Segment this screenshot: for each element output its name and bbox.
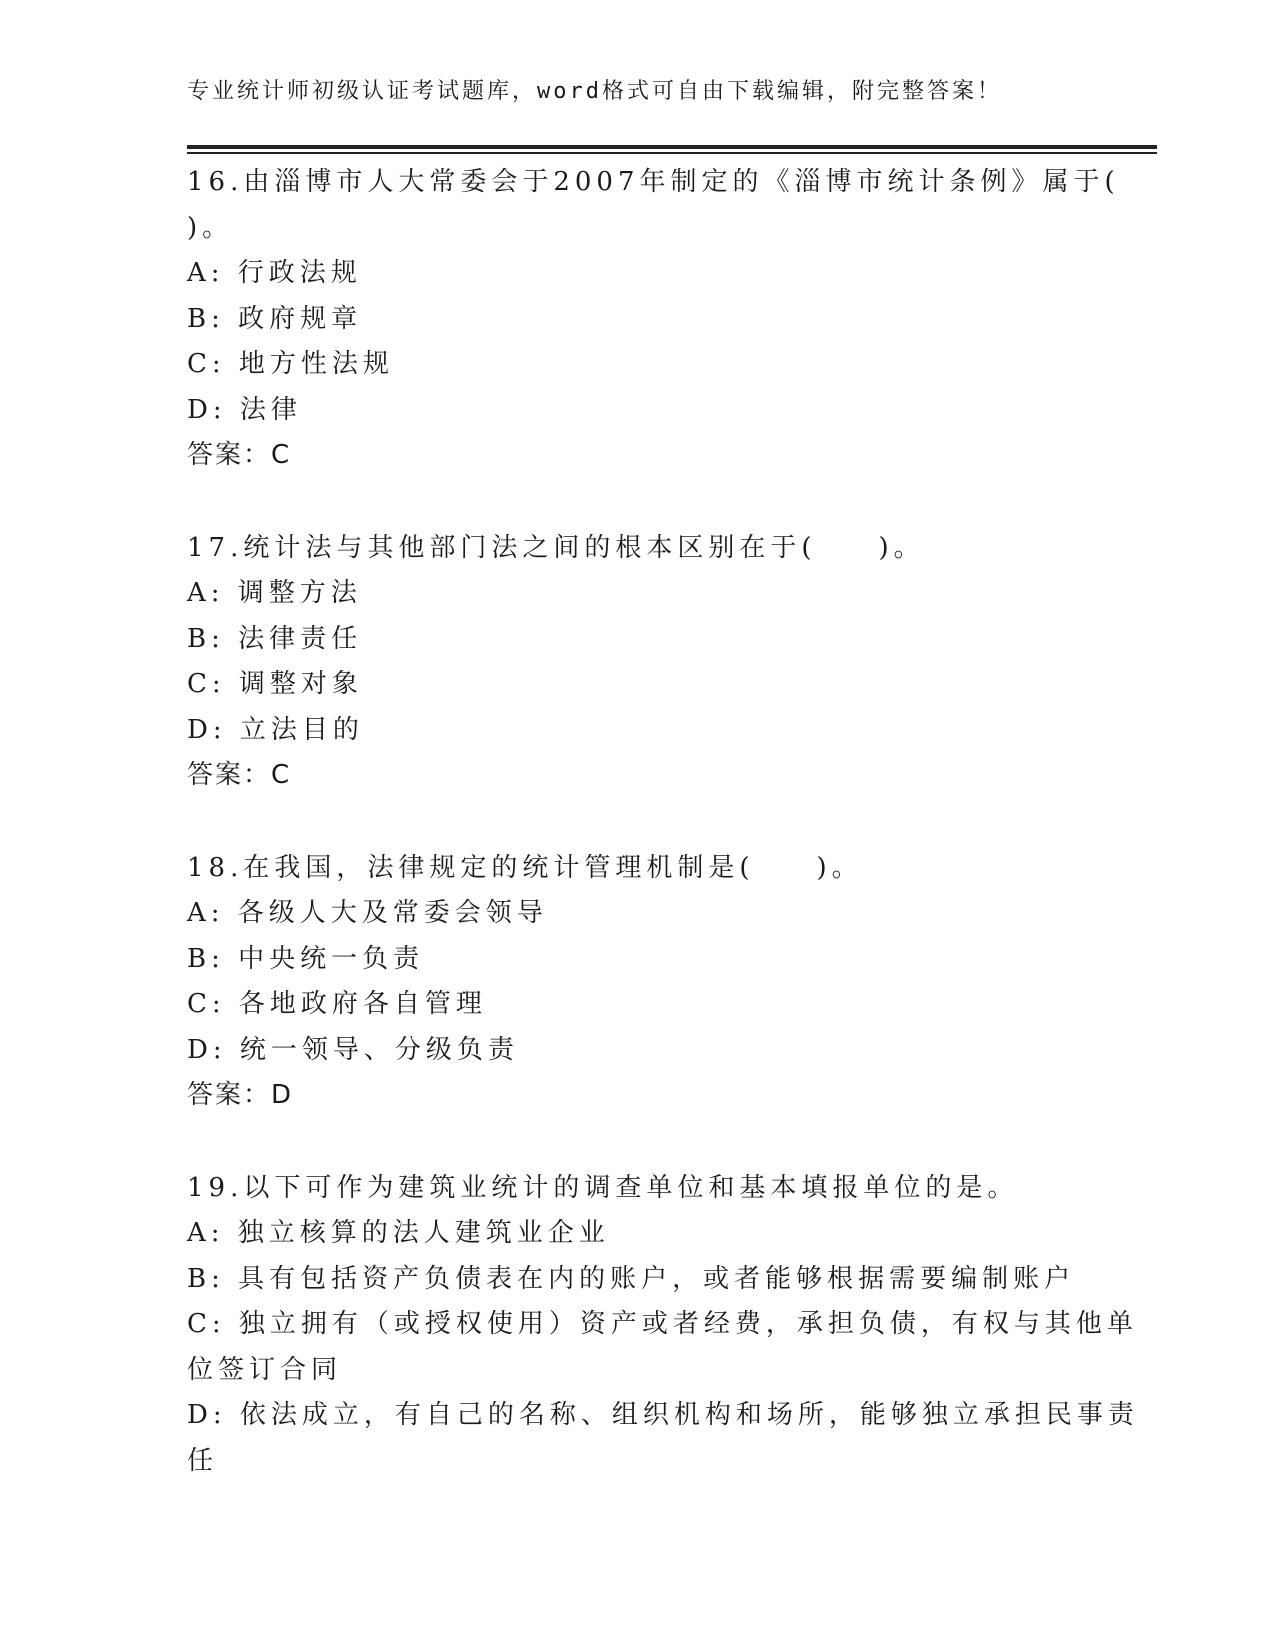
question-18 — [187, 846, 1087, 1119]
option-c: C: 独立拥有（或授权使用）资产或者经费，承担负债，有权与其他单 — [187, 1309, 1138, 1339]
document-header: 专业统计师初级认证考试题库，word格式可自由下载编辑，附完整答案！ — [187, 79, 1002, 104]
option-c: C: 地方性法规 — [187, 349, 394, 379]
option-c: C: 调整对象 — [187, 669, 363, 699]
question-stem: )。 — [187, 212, 234, 243]
question-stem: 16.由淄博市人大常委会于2007年制定的《淄博市统计条例》属于( — [187, 167, 1120, 197]
option-c: C: 各地政府各自管理 — [187, 989, 487, 1019]
question-stem: 18.在我国，法律规定的统计管理机制是( )。 — [187, 852, 863, 883]
option-d: D: 立法目的 — [187, 714, 364, 745]
question-17 — [187, 526, 1087, 799]
option-a: A: 各级人大及常委会领导 — [187, 898, 548, 928]
header-rule-thin — [187, 152, 1157, 154]
answer: 答案：C — [187, 440, 292, 470]
option-d: D: 依法成立，有自己的名称、组织机构和场所，能够独立承担民事责 — [187, 1400, 1139, 1430]
answer: 答案：C — [187, 760, 292, 790]
option-d: D: 统一领导、分级负责 — [187, 1034, 519, 1065]
option-b: B: 中央统一负责 — [187, 943, 425, 974]
option-a: A: 调整方法 — [187, 578, 362, 608]
question-16 — [187, 160, 1120, 479]
question-stem: 17.统计法与其他部门法之间的根本区别在于( )。 — [187, 532, 925, 563]
option-d-continued: 任 — [187, 1445, 219, 1476]
option-a: A: 行政法规 — [187, 258, 362, 288]
option-b: B: 法律责任 — [187, 623, 363, 654]
option-b: B: 政府规章 — [187, 303, 363, 334]
question-stem: 19.以下可作为建筑业统计的调查单位和基本填报单位的是。 — [187, 1172, 1019, 1203]
header-rule-thick — [187, 145, 1157, 149]
answer: 答案：D — [187, 1080, 294, 1110]
option-c-continued: 位签订合同 — [187, 1354, 343, 1385]
question-list — [187, 160, 1139, 1531]
option-d: D: 法律 — [187, 394, 302, 425]
option-b: B: 具有包括资产负债表在内的账户，或者能够根据需要编制账户 — [187, 1263, 1076, 1294]
question-19 — [187, 1166, 1139, 1485]
option-a: A: 独立核算的法人建筑业企业 — [187, 1218, 610, 1248]
